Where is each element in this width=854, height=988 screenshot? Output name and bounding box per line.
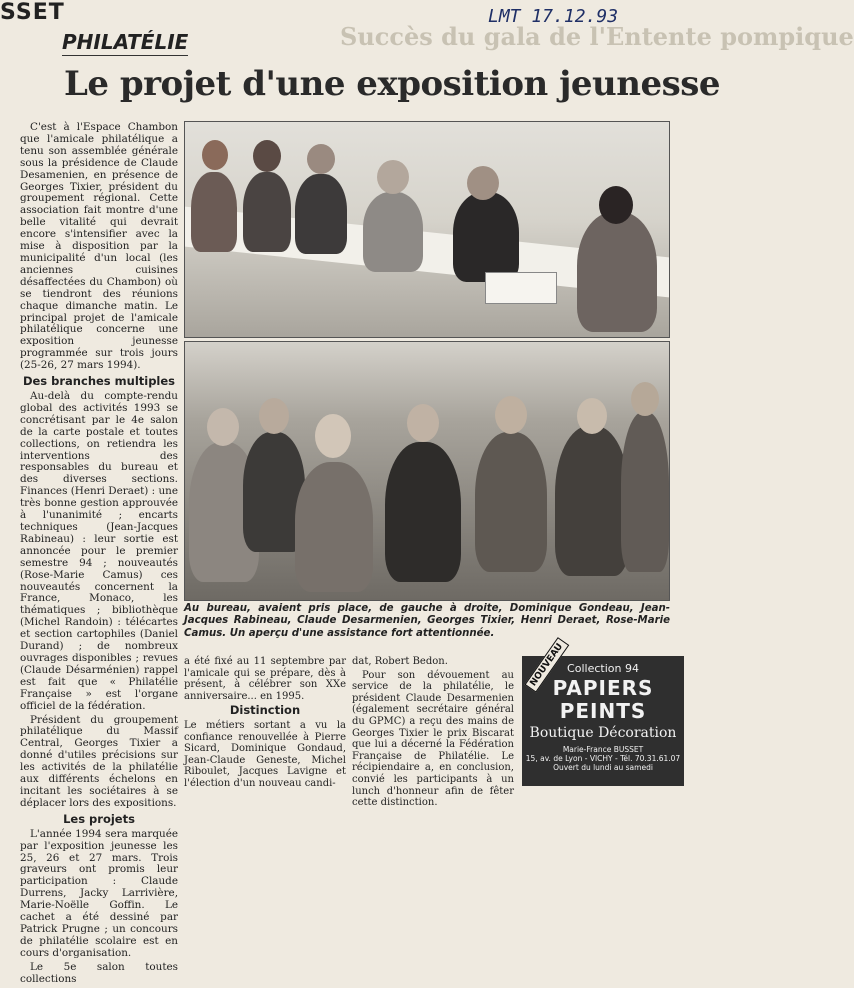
masthead: SSET	[0, 0, 65, 25]
photo-caption: Au bureau, avaient pris place, de gauche à droite, Dominique Gondeau, Jean-Jacques Rabineau, Claude Desarmenien, Georges Tixier, Henri Deraet, Rose-Marie Camus. Un aperçu d'une assistance fort attentionnée.	[184, 603, 670, 639]
article-column-2	[184, 656, 346, 792]
desk-sign	[485, 272, 557, 304]
person-head	[377, 160, 409, 194]
article-column-3	[352, 656, 514, 811]
subheading-projects: Les projets	[63, 811, 135, 826]
candidate-paragraph: dat, Robert Bedon.	[352, 656, 448, 667]
ad-owner: Marie-France BUSSET	[562, 745, 644, 754]
projects-paragraph: L'année 1994 sera marquée par l'exposition jeunesse les 25, 26 et 27 mars. Trois graveurs ont promis leur participation : Claude Durrens, Jacky Larrivière, Marie-Noëlle Goffin. Le cachet a été dessiné par Patrick Prugne ; un concours de philatélie scolaire est en cours d'organisation.	[20, 827, 178, 959]
audience-head	[207, 408, 239, 446]
audience-head	[315, 414, 351, 458]
audience-member	[475, 432, 547, 572]
article-column-1	[20, 122, 178, 988]
new-badge: NOUVEAU	[525, 637, 570, 692]
anniversary-paragraph: a été fixé au 11 septembre par l'amicale qui se prépare, dès à présent, à célébrer son XXe anniversaire... en 1995.	[184, 656, 346, 702]
audience-member	[295, 462, 373, 592]
ad-brand-line-1: PAPIERS	[552, 676, 654, 700]
audience-member	[555, 426, 629, 576]
audience-head	[407, 404, 439, 442]
branches-paragraph: Au-delà du compte-rendu global des activités 1993 se concrétisant par le 4e salon de la carte postale et toutes collections, on retiendra les interventions des responsables du bureau et des diverses sections. Finances (Henri Deraet) : une très bonne gestion approuvée à l'unanimité ; encarts techniques (Jean-Jacques Rabineau) : leur sortie est annoncée pour le premier semestre 94 ; nouveautés (Rose-Marie Camus) ces nouveautés concernent la France, Monaco, les thématiques ; bibliothèque (Michel Randoin) : télécartes et section cartophiles (Daniel Durand) ; de nombreux ouvrages disponibles ; revues (Claude Désarménien) rappel est fait que « Philatélie Française » est l'organe officiel de la fédération.	[20, 390, 178, 712]
section-rubric: PHILATÉLIE	[62, 30, 189, 54]
photo-board-table	[184, 121, 670, 338]
handwritten-date-note: LMT 17.12.93	[488, 6, 619, 27]
person-head	[202, 140, 228, 170]
article-headline: Le projet d'une exposition jeunesse	[64, 64, 720, 104]
person-silhouette	[191, 172, 237, 252]
audience-member	[385, 442, 461, 582]
person-head	[307, 144, 335, 174]
audience-head	[259, 398, 289, 434]
subheading-distinction: Distinction	[229, 703, 301, 718]
person-head	[253, 140, 281, 172]
ad-address: 15, av. de Lyon - VICHY - Tél. 70.31.61.07	[525, 754, 681, 763]
person-silhouette	[295, 174, 347, 254]
intro-paragraph: C'est à l'Espace Chambon que l'amicale philatélique a tenu son assemblée générale sous la présidence de Claude Desamenien, en présence de Georges Tixier, président du groupement régional. Cette association fait montre d'une belle vitalité qui devrait encore s'intensifier avec la mise à disposition par la municipalité d'un local (les anciennes cuisines désaffectées du Chambon) où se tiendront des réunions chaque dimanche matin. Le principal projet de l'amicale philatélique concerne une exposition jeunesse programmée sur trois jours (25-26, 27 mars 1994).	[20, 121, 178, 372]
show-through-headline: Succès du gala de l'Entente pompique	[340, 22, 854, 51]
distinction-paragraph: Pour son dévouement au service de la philatélie, le président Claude Desarmenien (également secrétaire général du GPMC) a reçu des mains de Georges Tixier le prix Biscarat que lui a décerné la Fédération Française de Philatélie. Le récipiendaire a, en conclusion, convié les participants à un lunch d'honneur afin de fêter cette distinction.	[352, 669, 514, 809]
advertisement-papiers-peints	[522, 641, 684, 786]
salon-paragraph: Le 5e salon toutes collections	[20, 960, 178, 985]
audience-head	[631, 382, 659, 416]
ad-shop-name: Boutique Décoration	[529, 725, 677, 741]
person-silhouette	[577, 212, 657, 332]
photo-audience	[184, 341, 670, 601]
person-silhouette	[243, 172, 291, 252]
ad-brand-line-2: PEINTS	[559, 699, 647, 723]
president-paragraph: Président du groupement philatélique du Massif Central, Georges Tixier a donné d'utiles précisions sur les activités de la philatélie aux différents échelons en incitant les sociétaires à se déplacer lors des expositions.	[20, 713, 178, 809]
members-paragraph: Le métiers sortant a vu la confiance renouvellée à Pierre Sicard, Dominique Gondaud, Jean-Claude Geneste, Michel Riboulet, Jacques Lavigne et l'élection d'un nouveau candi-	[184, 719, 346, 789]
audience-member	[621, 412, 669, 572]
person-silhouette	[363, 192, 423, 272]
ad-hours: Ouvert du lundi au samedi	[553, 763, 653, 772]
audience-head	[577, 398, 607, 434]
ad-collection: Collection 94	[567, 662, 639, 675]
person-head	[599, 186, 633, 224]
person-head	[467, 166, 499, 200]
person-silhouette	[453, 192, 519, 282]
subheading-branches: Des branches multiples	[22, 374, 176, 389]
audience-head	[495, 396, 527, 434]
